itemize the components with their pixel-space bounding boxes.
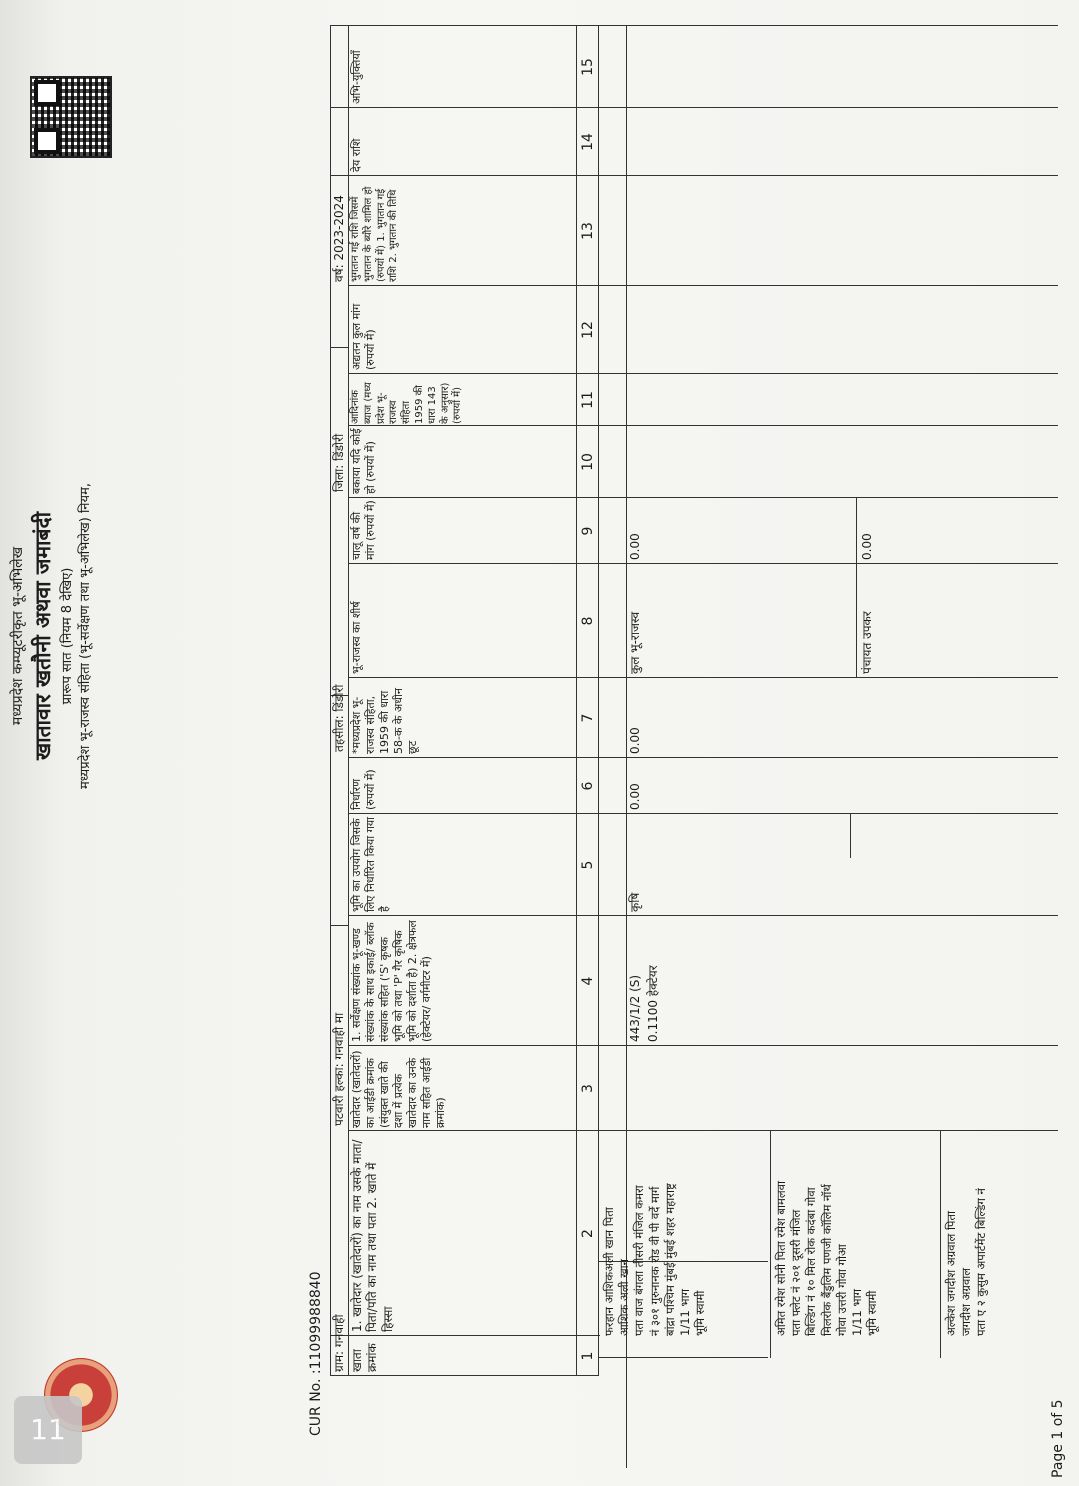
owner-2-address-4: गोवा उत्तरी गोवा गोआ [834,1244,849,1336]
col-header-6: निर्धारण (रुपयों में) [350,769,378,810]
year-label: वर्ष: 2023-2024 [332,195,346,282]
col-num-15: 15 [580,58,596,76]
owner-1 [602,1131,708,1336]
owner-1-name: फरहान आशिकअली खान पिता [602,1207,616,1336]
col-num-2: 2 [580,1229,596,1238]
col-header-10: बकाया यदि कोई हो (रुपयों में) [350,428,378,494]
col-num-7: 7 [580,713,596,723]
col-num-10: 10 [580,453,596,471]
header-title: खातावार खतौनी अथवा जमाबंदी [31,511,55,761]
owner-2-address-3: मिलरोक बैंडुलिम पणजी कॉलिम नॉर्थ [819,1184,834,1336]
owner-1-father: आशिक अली खान [617,1258,632,1336]
owner-2-name: अमित रमेश सोनी पिता रमेश बामलवा [774,1180,788,1336]
col-header-5: भूमि का उपयोग जिसके लिए निर्धारित किया गया है [350,816,392,912]
owner-2-share: 1/11 भाग [849,1288,864,1336]
col-num-8: 8 [580,616,596,626]
header-line1: मध्यप्रदेश कम्प्यूटरीकृत भू-अभिलेख [10,546,26,726]
cur-number: CUR No. :11099988840 [308,1271,324,1436]
survey-number: 443/1/2 (S) [628,974,642,1042]
col-header-12: अद्यतन कुल मांग (रुपयों में) [350,303,378,370]
village-label: ग्राम: गनवाही [332,1314,346,1372]
col-num-3: 3 [580,1084,596,1093]
col-num-4: 4 [580,976,596,986]
owner-1-address-3: बांद्रा पश्चिम मुंबई मुंबई शहर महाराष्ट्र [662,1183,677,1336]
col-header-7: *मध्यप्रदेश भू-राजस्व संहिता, 1959 की धारा 58-क के अधीन छूट [350,688,420,754]
owner-3-name: अल्केश जगदीश अग्रवाल पिता [944,1211,958,1336]
owner-2 [774,1131,880,1336]
header-line4: मध्यप्रदेश भू-राजस्व संहिता (भू-सर्वेक्षण तथा भू-अभिलेख) नियम, [78,483,93,789]
col-num-14: 14 [580,133,596,151]
owner-3-address-1: पता ए २ कुसुम अपार्टमेंट बिल्डिंग नं [974,1188,989,1336]
col-header-3: खातेदार (खातेदारों) का आईडी क्रमांक (संयुक्त खाते की दशा में प्रत्येक खातेदार का उनके नाम सहित आईडी क्रमांक) [350,1050,448,1128]
halka-label: पटवारी हल्का: गनवाही मा [332,1012,346,1126]
col-num-9: 9 [580,526,596,536]
col-header-14: देय राशि [350,138,363,172]
col-num-6: 6 [580,781,596,791]
col-num-12: 12 [580,321,596,339]
land-use: कृषि [628,892,642,912]
col-header-1: खाता क्रमांक [350,1343,380,1372]
col-num-1: 1 [580,1351,596,1361]
col-header-11: आदिनांक ब्याज (मध्य प्रदेश भू-राजस्व संहिता 1959 की धारा 143 के अनुसार) (रुपयों में) [350,382,464,424]
owner-3 [944,1131,990,1336]
owner-3-father: जगदीश अग्रवाल [959,1267,974,1336]
revenue-head: कुल भू-राजस्व [628,611,642,674]
owner-2-address-1: पता फ्लेट नं २०१ दूसरी मंजिल [789,1209,804,1336]
panchayat-demand: 0.00 [860,533,874,560]
col-header-13: भुगतान गई राशि जिसमें भुगतान के ब्यौरे शामिल हो (रुपयों में) 1. भुगतान गई राशि 2. भुगतान की तिथि [350,186,400,282]
owner-1-share: 1/11 भाग [677,1288,692,1336]
col-header-9: चालू वर्ष की मांग (रुपयों में) [350,500,378,560]
qr-code-icon [30,76,112,158]
exemption-value: 0.00 [628,727,642,754]
header-line3: प्रारूप सात (नियम 8 देखिए) [60,567,75,705]
assessment-value: 0.00 [628,783,642,810]
owner-1-address-1: पता वाज बंगला तीसरी मंजिल कमरा [632,1185,647,1336]
current-demand: 0.00 [628,533,642,560]
owner-1-address-2: नं ३०१ गुरुनानक रोड वी पी वर्दे मार्ग [647,1186,662,1336]
col-num-13: 13 [580,222,596,240]
col-header-2: 1. खातेदार (खातेदारों) का नाम उसके माता/पिता/पति का नाम तथा पता 2. खाते में हिस्सा [350,1139,395,1332]
panchayat-head: पंचायत उपकर [860,611,874,674]
col-num-11: 11 [580,391,596,409]
owner-1-type: भूमि स्वामी [693,1290,708,1336]
district-label: जिला: डिंडोरी [332,433,346,492]
page-thumbnail-badge[interactable]: 11 [14,1396,82,1464]
col-header-8: भू-राजस्व का शीर्ष [350,601,363,674]
tehsil-label: तहसील: डिंडोरी [332,684,346,752]
document-header [8,346,93,926]
col-num-5: 5 [580,860,596,870]
owner-2-address-2: बिल्डिंग नं १० मिल रोक कदंबा गोवा [804,1187,819,1336]
page-number: Page 1 of 5 [1050,1399,1066,1478]
owner-2-type: भूमि स्वामी [865,1290,880,1336]
col-header-15: अभि-युक्तियाँ [350,50,363,104]
land-area: 0.1100 हेक्टेयर [646,965,660,1042]
col-header-4: 1. सर्वेक्षण संख्यांक भू-खण्ड संख्यांक के साथ इकाई/ ब्लॉक संख्यांक सहित ('S' कृषक भूमि को तथा 'P' गैर कृषिक भूमि को दर्शाता है) 2. क्षेत्रफल (हेक्टेयर/ वर्गमीटर में) [350,920,434,1042]
